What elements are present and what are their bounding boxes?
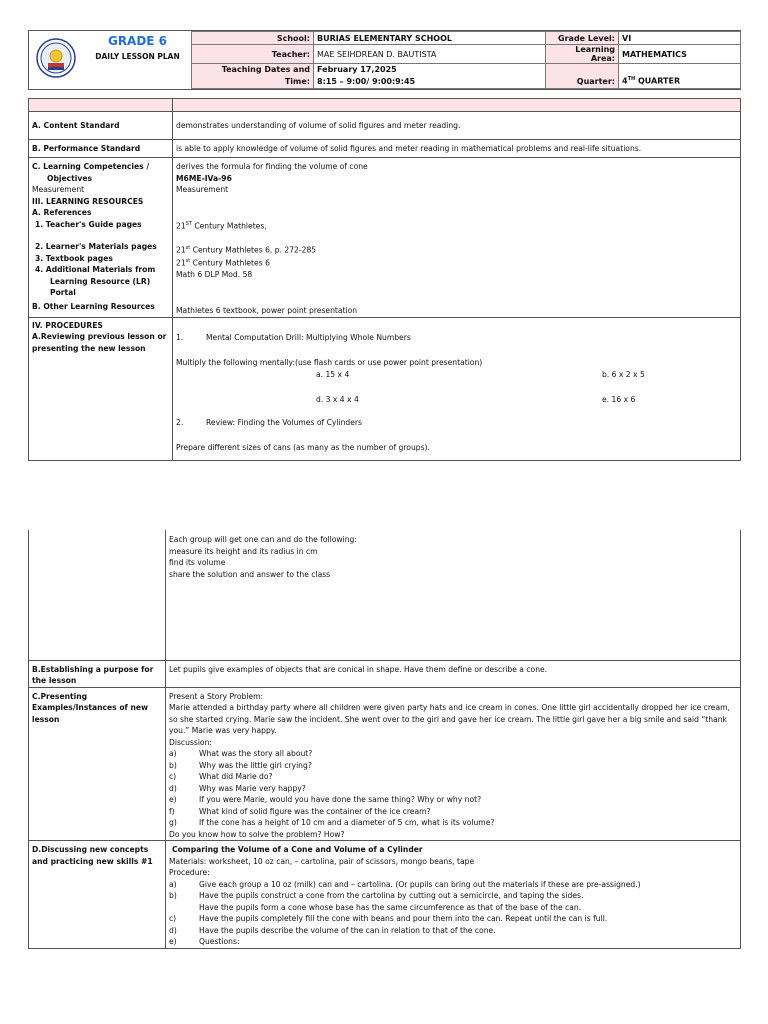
question-item: a) What was the story all about?	[169, 749, 313, 758]
time-value: 8:15 – 9:00/ 9:00:9:45	[317, 77, 416, 86]
purpose-text: Let pupils give examples of objects that are conical in shape. Have them define or describe a cone.	[166, 660, 741, 687]
performance-standard-row	[29, 140, 741, 158]
content-standard-row	[29, 112, 741, 140]
group-line: find its volume	[169, 558, 226, 567]
example-a: a. 15 x 4	[316, 369, 350, 379]
procedure-step: b) Have the pupils construct a cone from the cartolina by cutting out a semicircle, and taping the sides.	[169, 891, 584, 900]
time-label: Time:	[284, 77, 310, 86]
measurement-label: Measurement	[32, 185, 85, 194]
learning-area-label: Learning Area:	[546, 45, 619, 64]
procedure-step: e) Questions:	[169, 937, 240, 946]
procedures-row	[29, 317, 741, 460]
competency-text: derives the formula for finding the volume of cone	[176, 162, 368, 171]
example-e: e. 16 x 6	[602, 394, 636, 404]
procedure-step: c) Have the pupils completely fill the cone with beans and pour them into the can. Repeat until the can is full.	[169, 914, 608, 923]
additional-materials-text: Math 6 DLP Mod. 58	[176, 269, 253, 279]
measurement-text: Measurement	[176, 185, 229, 194]
lesson-table-page2	[28, 530, 741, 949]
grade-level-label: Grade Level:	[546, 32, 619, 45]
reviewing-lesson-label: A.Reviewing previous lesson or presenting the new lesson	[32, 332, 167, 353]
item1-line: 1. Mental Computation Drill: Multiplying Whole Numbers	[176, 332, 411, 342]
lesson-table-page1	[28, 98, 741, 461]
examples-row-1	[176, 369, 737, 380]
competencies-label: C. Learning Competencies /	[32, 162, 150, 171]
question-item: c) What did Marie do?	[169, 772, 273, 781]
school-value: BURIAS ELEMENTARY SCHOOL	[314, 32, 546, 45]
group-line: share the solution and answer to the class	[169, 569, 331, 579]
purpose-row	[29, 660, 741, 687]
procedure-step: Have the pupils form a cone whose base has the same circumference as that of the base of the can.	[199, 902, 582, 912]
solve-question: Do you know how to solve the problem? How?	[169, 829, 345, 839]
textbook-label: 3. Textbook pages	[35, 253, 113, 263]
item2-line: 2. Review: Finding the Volumes of Cylinders	[176, 417, 362, 427]
question-item: g) If the cone has a height of 10 cm and a diameter of 5 cm, what is its volume?	[169, 818, 495, 827]
dates-time-value	[314, 64, 546, 89]
teachers-guide-label: 1. Teacher's Guide pages	[35, 219, 142, 229]
logo-area	[29, 31, 192, 89]
procedures-title: IV. PROCEDURES	[32, 320, 103, 330]
question-item: e) If you were Marie, would you have done the same thing? Why or why not?	[169, 795, 482, 804]
plan-title: DAILY LESSON PLAN	[95, 52, 180, 61]
dates-value: February 17,2025	[317, 65, 397, 74]
other-resources-text: Mathletes 6 textbook, power point presentation	[176, 306, 358, 316]
learners-materials-text: 21st Century Mathletes 6, p. 272-285	[176, 244, 317, 255]
lesson-plan-header	[28, 30, 741, 90]
discussion-label: Discussion:	[169, 737, 212, 747]
example-d: d. 3 x 4 x 4	[316, 394, 359, 404]
teachers-guide-text: 21ST Century Mathletes,	[176, 220, 267, 231]
instruction-text: Multiply the following mentally:(use flash cards or use power point presentation)	[176, 358, 483, 368]
procedure-label: Procedure:	[169, 868, 210, 877]
dates-time-label	[192, 64, 314, 89]
additional-materials-label: 4. Additional Materials from	[35, 265, 156, 274]
procedure-step: d) Have the pupils describe the volume of the can in relation to that of the cone.	[169, 925, 496, 935]
other-resources-label: B. Other Learning Resources	[32, 301, 155, 311]
deped-seal-icon	[36, 38, 76, 78]
quarter-label: Quarter:	[546, 64, 619, 89]
question-item: f) What kind of solid figure was the container of the ice cream?	[169, 806, 431, 816]
procedure-step: a) Give each group a 10 oz (milk) can and – cartolina. (Or pupils can bring out the materials if these are pre-assigned.)	[169, 879, 641, 889]
additional-materials-label-3: Portal	[50, 288, 76, 297]
performance-standard-label: B. Performance Standard	[29, 140, 173, 158]
story-text: Marie attended a birthday party where all children were given party hats and ice cream in cones. One little girl accidentally dropped her ice cream, so she started crying. Marie saw the incident. She went over to the girl and gave her ice cream. The little girl gave her a big smile and said “thank you.” Marie was very happy.	[169, 703, 730, 735]
content-standard-label: A. Content Standard	[29, 112, 173, 140]
competencies-resources-row	[29, 158, 741, 318]
group-line: measure its height and its radius in cm	[169, 546, 318, 556]
learning-area-value: MATHEMATICS	[619, 45, 741, 64]
group-activity-row	[29, 530, 741, 660]
textbook-text: 21st Century Mathletes 6	[176, 257, 270, 268]
grade-title: GRADE 6	[107, 34, 168, 48]
teacher-value: MAE SEIHDREAN D. BAUTISTA	[314, 45, 546, 64]
discussing-concepts-row	[29, 841, 741, 949]
teacher-label: Teacher:	[192, 45, 314, 64]
story-title: Present a Story Problem:	[169, 691, 264, 701]
content-standard-text: demonstrates understanding of volume of solid figures and meter reading.	[173, 112, 741, 140]
references-label: A. References	[32, 208, 92, 217]
learners-materials-label: 2. Learner's Materials pages	[35, 242, 157, 251]
discussing-label: D.Discussing new concepts and practicing new skills #1	[29, 841, 166, 949]
presenting-label: C.Presenting Examples/Instances of new lesson	[29, 687, 166, 841]
prepare-text: Prepare different sizes of cans (as many as the number of groups).	[176, 443, 430, 453]
header-info-table	[191, 31, 741, 89]
question-item: d) Why was Marie very happy?	[169, 783, 306, 793]
additional-materials-label-2: Learning Resource (LR)	[50, 276, 151, 286]
blank-header-row	[29, 99, 741, 112]
dates-label: Teaching Dates and	[221, 65, 310, 74]
presenting-examples-row	[29, 687, 741, 841]
competency-code: M6ME-IVa-96	[176, 173, 232, 183]
comparison-title: Comparing the Volume of a Cone and Volume of a Cylinder	[172, 845, 423, 854]
examples-row-2	[176, 394, 737, 405]
purpose-label: B.Establishing a purpose for the lesson	[29, 660, 166, 687]
grade-level-value: VI	[619, 32, 741, 45]
group-line: Each group will get one can and do the following:	[169, 535, 357, 544]
school-label: School:	[192, 32, 314, 45]
example-b: b. 6 x 2 x 5	[602, 369, 645, 379]
quarter-value: 4TH QUARTER	[619, 64, 741, 89]
performance-standard-text: is able to apply knowledge of volume of solid figures and meter reading in mathematical problems and real-life situations.	[173, 140, 741, 158]
question-item: b) Why was the little girl crying?	[169, 760, 312, 770]
materials-text: Materials: worksheet, 10 oz can, – cartolina, pair of scissors, mongo beans, tape	[169, 856, 475, 866]
learning-resources-title: III. LEARNING RESOURCES	[32, 196, 144, 206]
objectives-label: Objectives	[47, 173, 92, 183]
